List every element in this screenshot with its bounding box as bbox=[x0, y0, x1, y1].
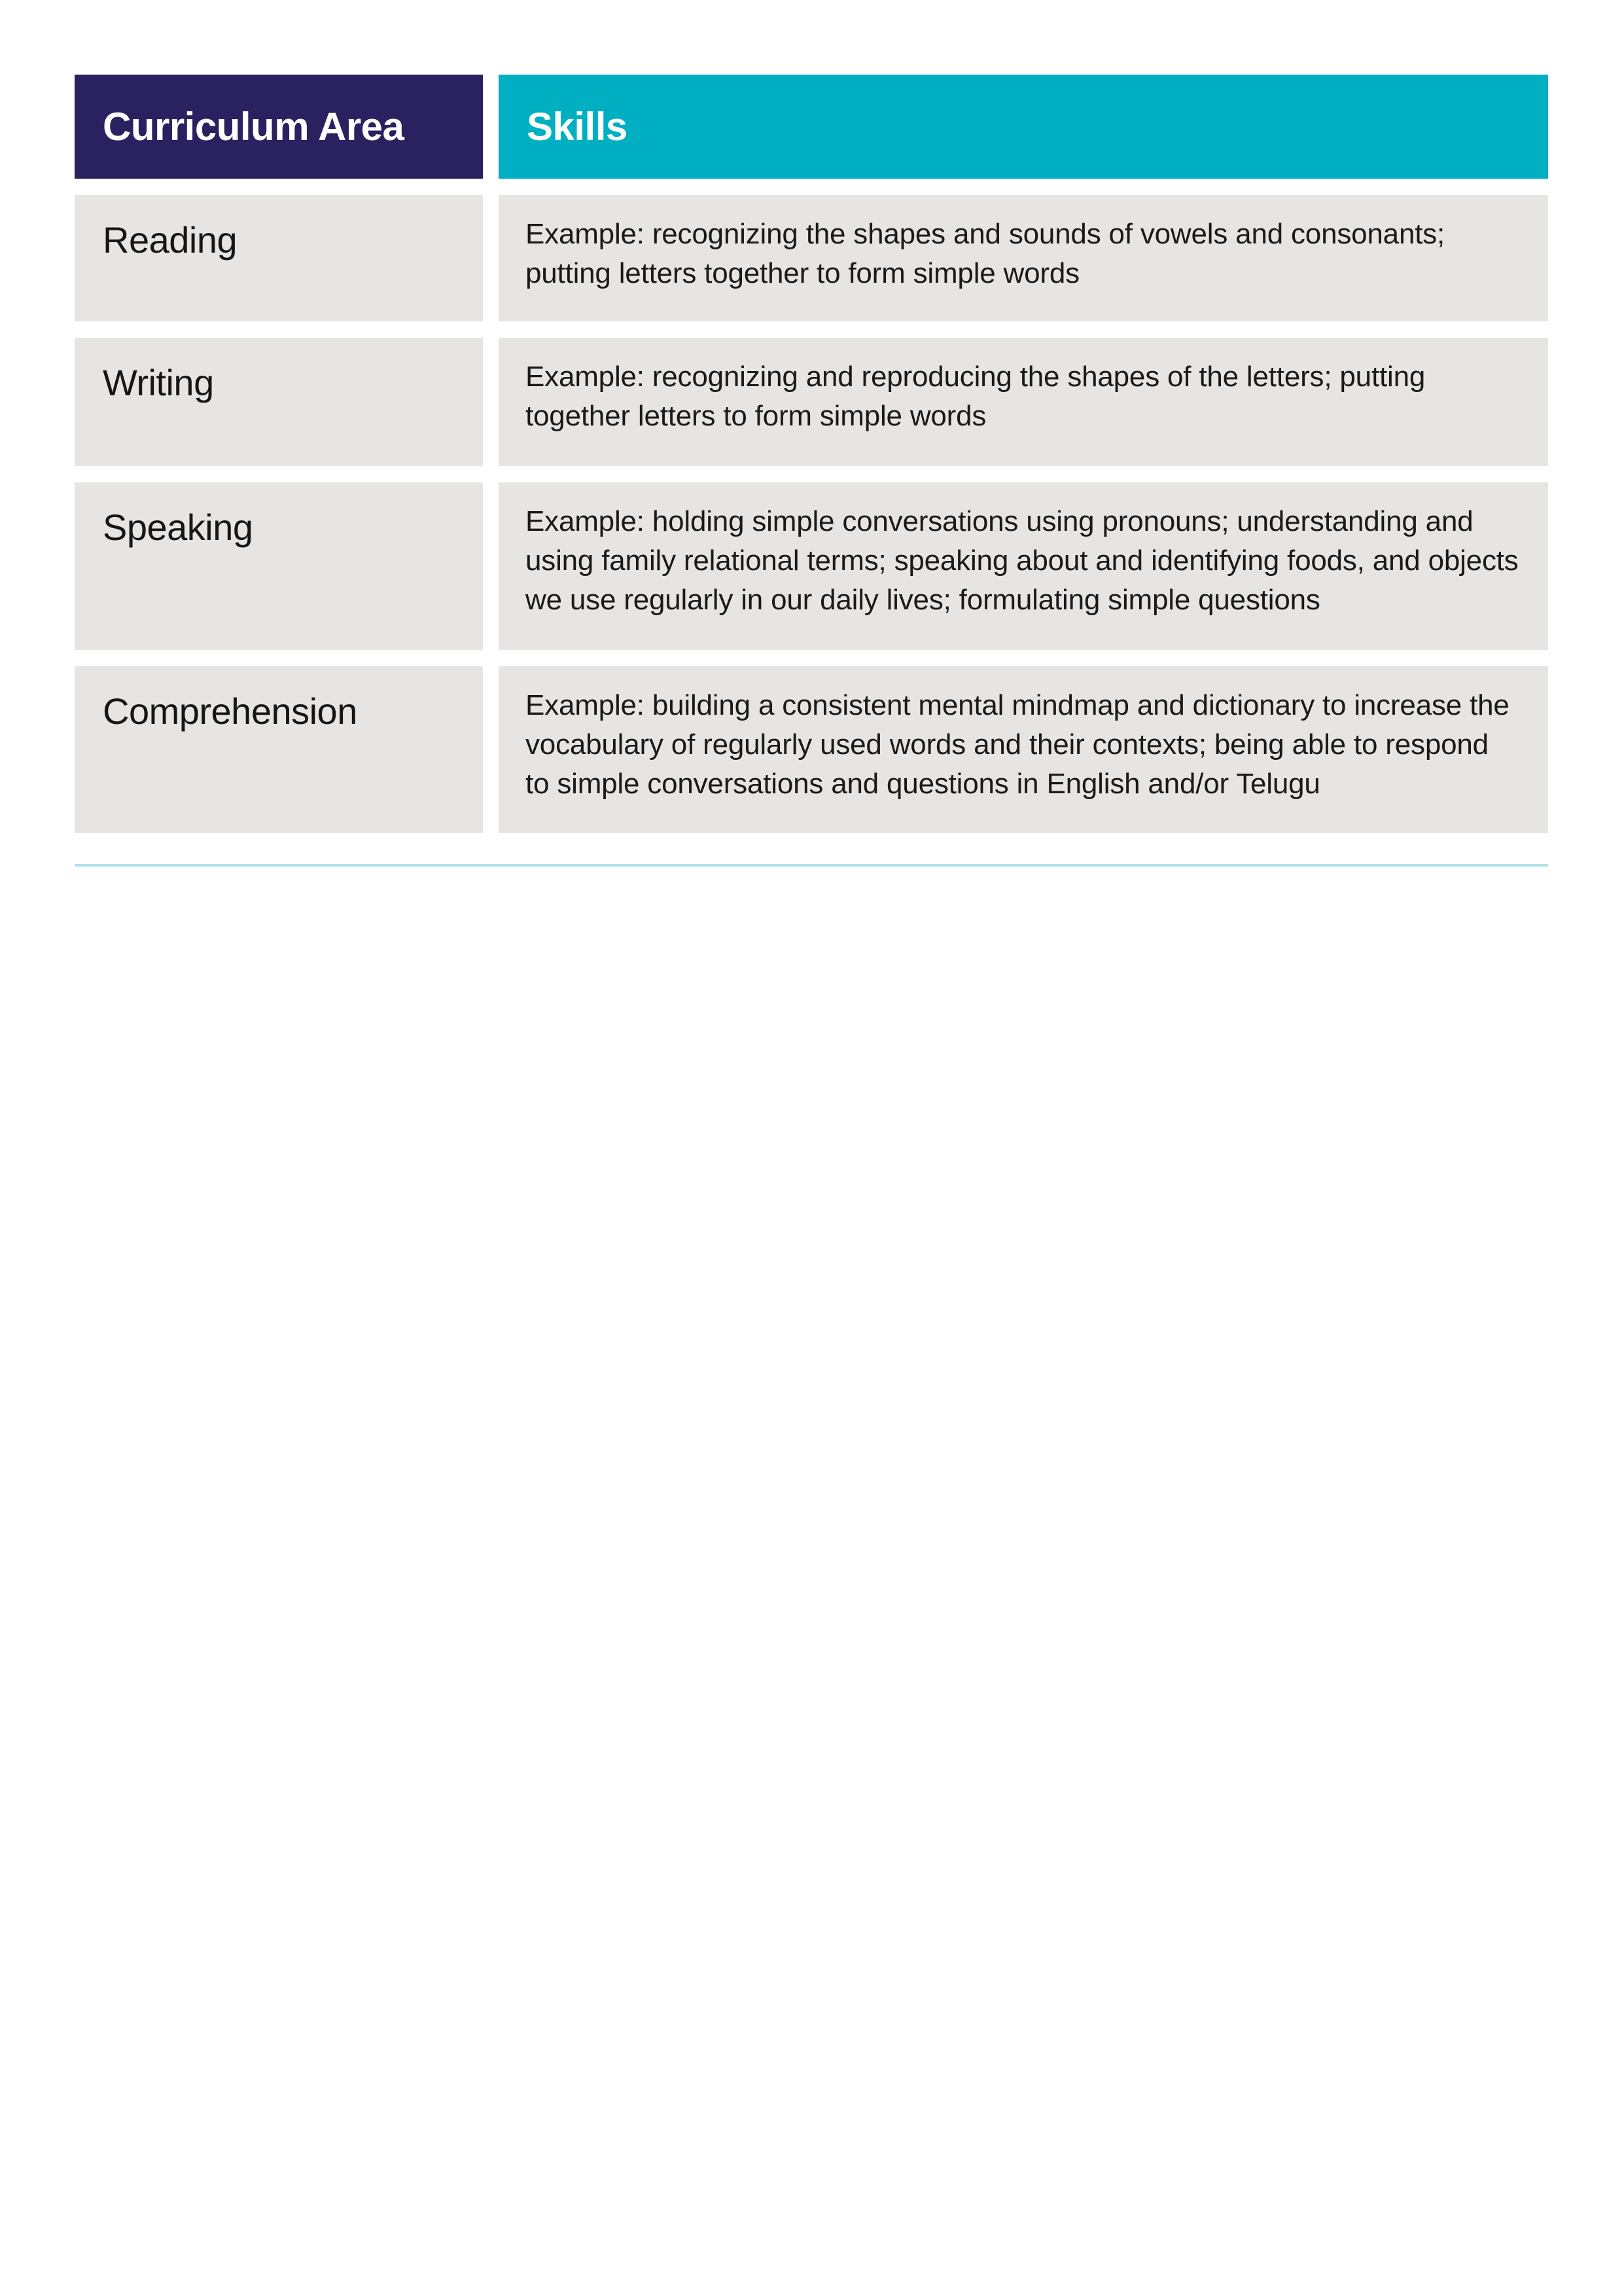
row-label-cell bbox=[75, 338, 483, 466]
table-row-writing bbox=[75, 338, 1548, 466]
row-label-cell bbox=[75, 482, 483, 650]
row-skills-cell bbox=[499, 195, 1548, 321]
header-cell-skills bbox=[499, 75, 1548, 179]
row-skills-cell bbox=[499, 482, 1548, 650]
row-label-text: Reading bbox=[103, 219, 238, 260]
row-label-text: Writing bbox=[103, 362, 214, 403]
row-skills-text: Example: building a consistent mental mindmap and dictionary to increase the vocabulary of regularly used words and their contexts; being able to respond to simple conversations and questions in English and/or Telugu bbox=[525, 689, 1509, 800]
row-skills-cell bbox=[499, 338, 1548, 466]
row-label-cell bbox=[75, 195, 483, 321]
row-label-text: Speaking bbox=[103, 507, 253, 548]
row-skills-text: Example: recognizing the shapes and sounds of vowels and consonants; putting letters together to form simple words bbox=[525, 218, 1445, 289]
table-header-row bbox=[75, 75, 1548, 179]
header-label-skills: Skills bbox=[527, 105, 627, 149]
row-skills-cell bbox=[499, 666, 1548, 833]
row-label-text: Comprehension bbox=[103, 691, 357, 732]
row-skills-text: Example: recognizing and reproducing the shapes of the letters; putting together letters to form simple words bbox=[525, 361, 1426, 432]
curriculum-skills-table bbox=[75, 75, 1548, 867]
table-row-speaking bbox=[75, 482, 1548, 650]
table-row-reading bbox=[75, 195, 1548, 321]
table-row-comprehension bbox=[75, 666, 1548, 833]
row-skills-text: Example: holding simple conversations using pronouns; understanding and using family relational terms; speaking about and identifying foods, and objects we use regularly in our daily lives; formulating simple questions bbox=[525, 505, 1519, 616]
header-cell-curriculum-area bbox=[75, 75, 483, 179]
row-label-cell bbox=[75, 666, 483, 833]
bottom-divider-line bbox=[75, 864, 1548, 867]
header-label-curriculum-area: Curriculum Area bbox=[103, 105, 404, 149]
